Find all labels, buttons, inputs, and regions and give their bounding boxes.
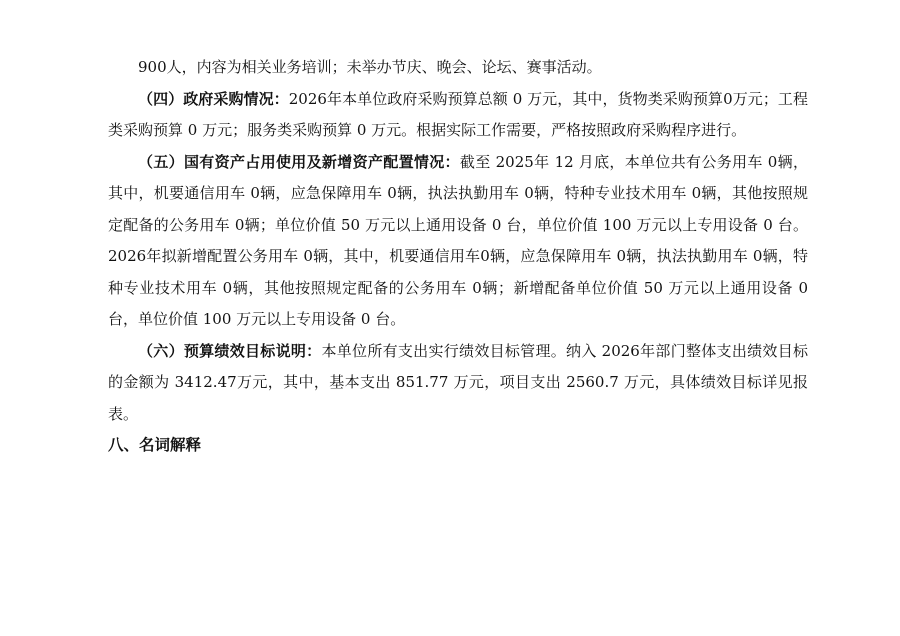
document-body (108, 52, 808, 462)
section-eight-heading: 八、名词解释 (108, 436, 202, 454)
procurement-heading: （四）政府采购情况： (138, 89, 289, 108)
assets-paragraph (108, 147, 808, 336)
intro-text: 900人，内容为相关业务培训；未举办节庆、晚会、论坛、赛事活动。 (138, 58, 602, 76)
procurement-text: 2026年本单位政府采购预算总额 0 万元，其中，货物类采购预算0万元；工程类采购预算 0 万元；服务类采购预算 0 万元。根据实际工作需要，严格按照政府采购程序进行。 (108, 89, 808, 139)
performance-paragraph (108, 336, 808, 431)
assets-text: 截至 2025年 12 月底，本单位共有公务用车 0辆，其中，机要通信用车 0辆，应急保障用车 0辆，执法执勤用车 0辆，特种专业技术用车 0辆，其他按照规定配备的公务用车 0辆；单位价值 50 万元以上通用设备 0 台，单位价值 100 万元以上专用设备 0 台。2026年拟新增配置公务用车 0辆，其中，机要通信用车0辆，应急保障用车 0辆，执法执勤用车 0辆，特种专业技术用车 0辆，其他按照规定配备的公务用车 0辆；新增配备单位价值 50 万元以上通用设备 0 台，单位价值 100 万元以上专用设备 0 台。 (108, 152, 808, 328)
procurement-paragraph (108, 84, 808, 147)
assets-heading: （五）国有资产占用使用及新增资产配置情况： (138, 152, 460, 171)
intro-paragraph (108, 52, 808, 84)
performance-heading: （六）预算绩效目标说明： (138, 341, 322, 360)
performance-text: 本单位所有支出实行绩效目标管理。纳入 2026年部门整体支出绩效目标的金额为 3412.47万元，其中，基本支出 851.77 万元，项目支出 2560.7 万元，具体绩效目标详见报表。 (108, 341, 808, 423)
